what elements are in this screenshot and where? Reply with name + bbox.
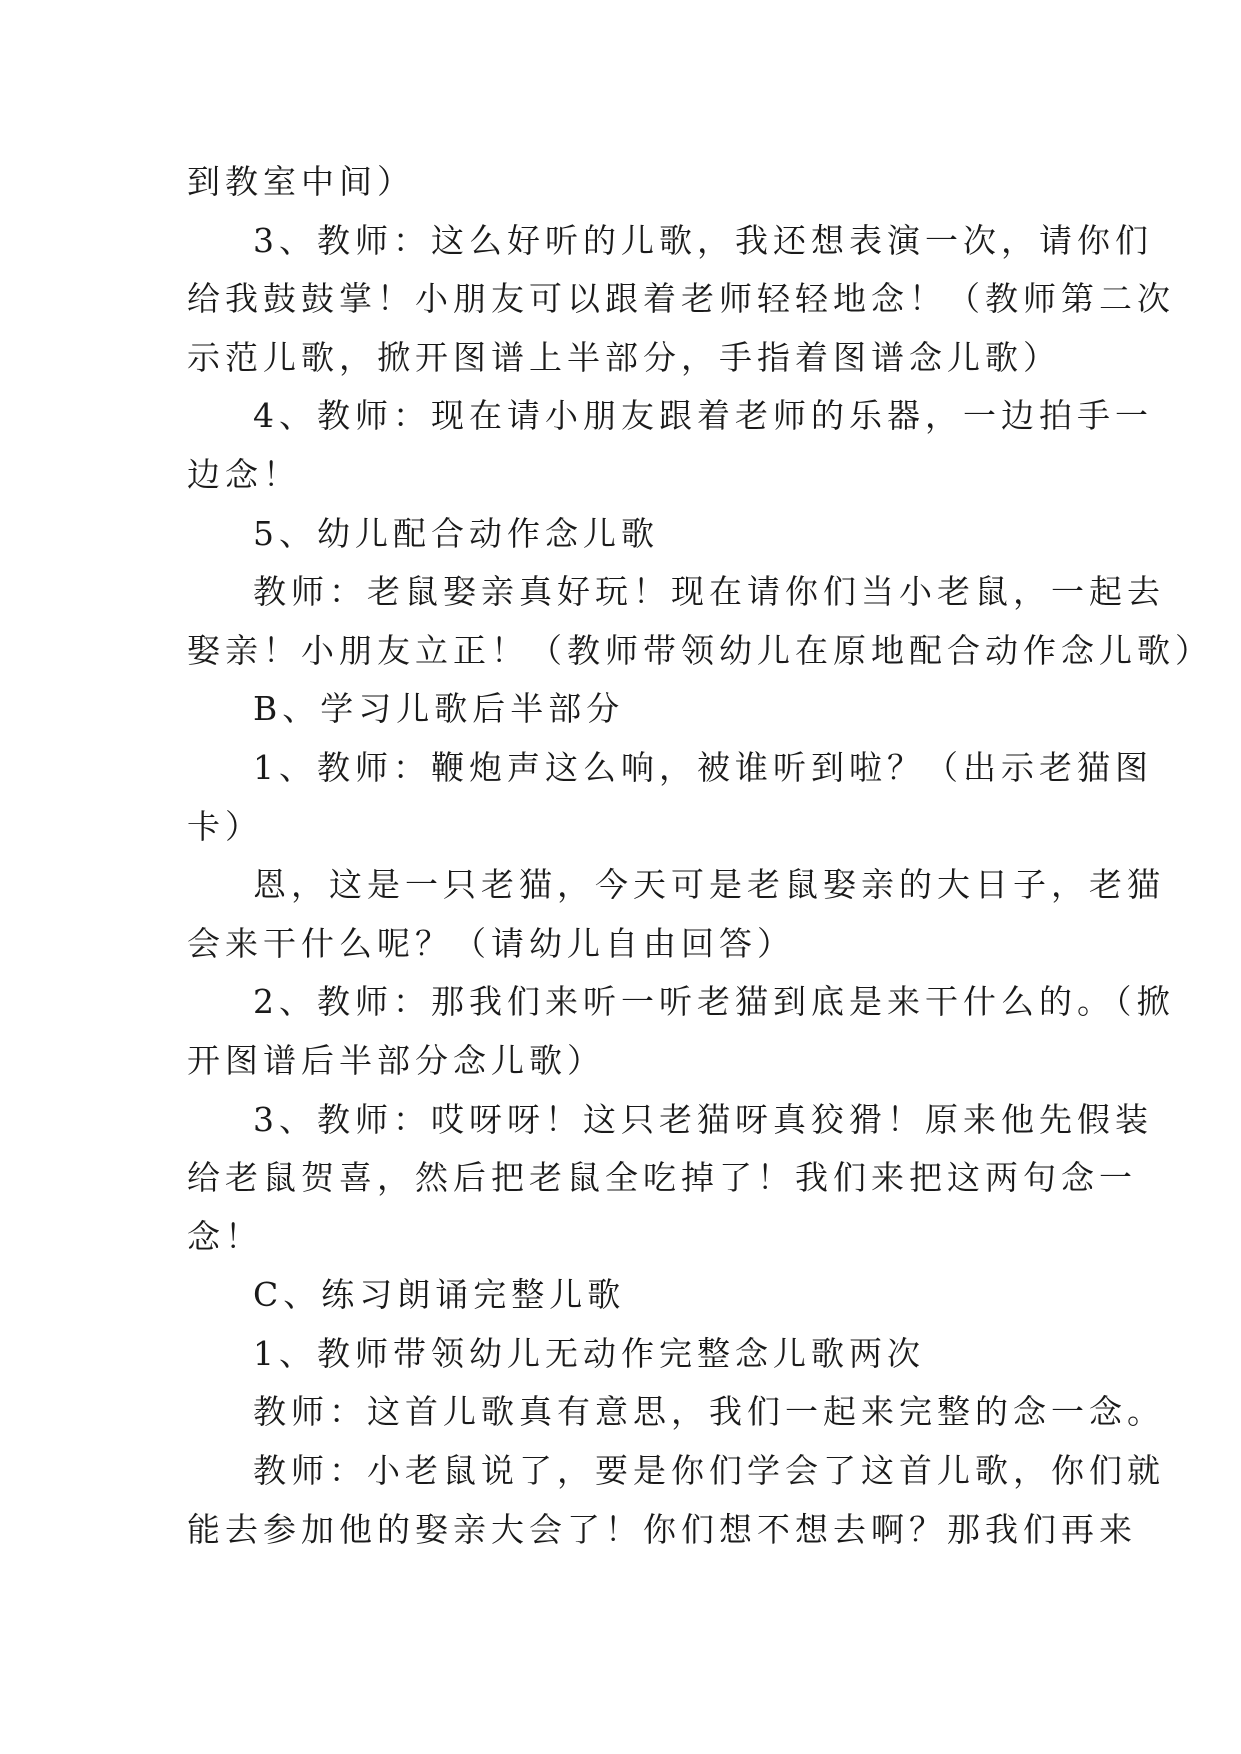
- text-line: 给我鼓鼓掌！小朋友可以跟着老师轻轻地念！（教师第二次: [187, 279, 1175, 319]
- text-line: 5、幼儿配合动作念儿歌: [253, 513, 659, 553]
- text-line: 娶亲！小朋友立正！（教师带领幼儿在原地配合动作念儿歌）: [187, 630, 1213, 670]
- document-body: [187, 153, 1213, 1559]
- text-line: 教师：小老鼠说了，要是你们学会了这首儿歌，你们就: [253, 1451, 1165, 1491]
- text-line: 1、教师：鞭炮声这么响，被谁听到啦？（出示老猫图: [253, 747, 1153, 787]
- text-line: 给老鼠贺喜，然后把老鼠全吃掉了！我们来把这两句念一: [187, 1158, 1137, 1198]
- text-line: 2、教师：那我们来听一听老猫到底是来干什么的。（掀: [253, 982, 1175, 1022]
- text-line: 念！: [187, 1216, 263, 1256]
- text-line: 会来干什么呢？（请幼儿自由回答）: [187, 923, 795, 963]
- text-line: B、学习儿歌后半部分: [253, 689, 625, 729]
- text-line: C、练习朗诵完整儿歌: [253, 1275, 626, 1315]
- text-line: 开图谱后半部分念儿歌）: [187, 1040, 605, 1080]
- text-line: 示范儿歌，掀开图谱上半部分，手指着图谱念儿歌）: [187, 337, 1061, 377]
- text-line: 教师：这首儿歌真有意思，我们一起来完整的念一念。: [253, 1392, 1165, 1432]
- text-line: 到教室中间）: [187, 162, 415, 201]
- text-line: 边念！: [187, 454, 301, 494]
- text-line: 卡）: [187, 806, 263, 846]
- text-line: 能去参加他的娶亲大会了！你们想不想去啊？那我们再来: [187, 1509, 1137, 1549]
- text-line: 1、教师带领幼儿无动作完整念儿歌两次: [253, 1333, 925, 1373]
- text-line: 3、教师：这么好听的儿歌，我还想表演一次，请你们: [253, 220, 1153, 260]
- text-line: 教师：老鼠娶亲真好玩！现在请你们当小老鼠，一起去: [253, 572, 1165, 612]
- text-line: 恩，这是一只老猫，今天可是老鼠娶亲的大日子，老猫: [253, 865, 1165, 905]
- text-line: 3、教师：哎呀呀！这只老猫呀真狡猾！原来他先假装: [253, 1099, 1153, 1139]
- text-line: 4、教师：现在请小朋友跟着老师的乐器，一边拍手一: [253, 396, 1153, 436]
